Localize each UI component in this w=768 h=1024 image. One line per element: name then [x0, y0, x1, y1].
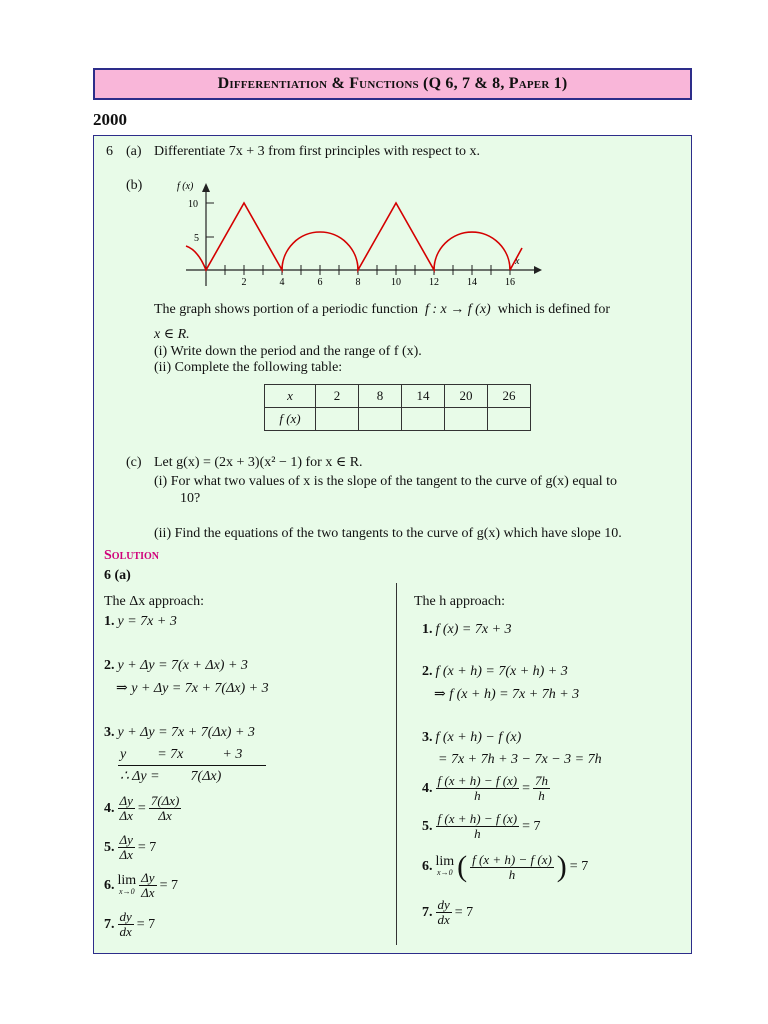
h-approach-heading: The h approach: — [414, 594, 505, 609]
part-a-label: (a) — [126, 144, 142, 159]
function-mapping: f : x → f (x) — [425, 302, 491, 317]
part-b-label: (b) — [126, 178, 143, 193]
table-cell-empty — [402, 408, 445, 431]
table-header-x: x — [265, 385, 316, 408]
y-tick-10: 10 — [188, 199, 198, 210]
solution-part-label: 6 (a) — [104, 568, 131, 583]
question-number: 6 — [106, 144, 113, 159]
x-axis-label: x — [515, 256, 520, 267]
y-axis-label: f (x) — [177, 181, 194, 192]
h-step-3b: = 7x + 7h + 3 − 7x − 3 = 7h — [438, 752, 602, 767]
table-cell: 20 — [445, 385, 488, 408]
x-tick-6: 6 — [317, 277, 323, 288]
x-tick-14: 14 — [467, 277, 477, 288]
h-step-6: 6. lim x→0 ( $\frac{f (x + h) - f (x)}{h}$ ) = 7 — [422, 850, 589, 883]
h-step-3a: 3. f (x + h) − f (x) — [422, 730, 522, 745]
table-cell: 14 — [402, 385, 445, 408]
table-cell: 2 — [316, 385, 359, 408]
dx-step-3a: 3. y + Δy = 7x + 7(Δx) + 3 — [104, 725, 255, 740]
h-step-5: 5. $\frac{f (x + h) - f (x)}{h}$ = 7 — [422, 811, 541, 841]
dx-step-6: 6. lim x→0 $\frac{\Delta y}{\Delta x}$ = 7 — [104, 870, 178, 900]
h-step-1: 1. f (x) = 7x + 3 — [422, 622, 512, 637]
question-panel — [93, 135, 692, 954]
x-tick-10: 10 — [391, 277, 401, 288]
dx-step-5: 5. $\frac{\Delta y}{\Delta x}$ = 7 — [104, 832, 157, 862]
table-cell-empty — [316, 408, 359, 431]
part-b-i: (i) Write down the period and the range of f (x). — [154, 344, 422, 359]
part-b-text: The graph shows portion of a periodic function f : x → f (x) which is defined for — [154, 302, 611, 317]
x-tick-12: 12 — [429, 277, 439, 288]
part-b-domain: x ∈ R. — [154, 327, 190, 342]
dx-approach-heading: The Δx approach: — [104, 594, 204, 609]
h-step-2b: ⇒ f (x + h) = 7x + 7h + 3 — [434, 687, 580, 702]
x-tick-8: 8 — [355, 277, 361, 288]
dx-step-1: 1. y = 7x + 3 — [104, 614, 177, 629]
page-title-bar — [93, 68, 692, 100]
part-c-label: (c) — [126, 455, 142, 470]
table-header-fx: f (x) — [265, 408, 316, 431]
subtraction-line — [118, 765, 266, 766]
part-b-ii: (ii) Complete the following table: — [154, 360, 343, 375]
part-c-i-line2: 10? — [180, 491, 201, 506]
dx-step-2b: ⇒ y + Δy = 7x + 7(Δx) + 3 — [116, 681, 269, 696]
table-cell: 26 — [488, 385, 531, 408]
function-curve — [186, 203, 522, 270]
h-step-7: 7. $\frac{dy}{dx}$ = 7 — [422, 897, 474, 927]
table-row-fx — [265, 408, 531, 431]
table-row-x — [265, 385, 531, 408]
h-step-2a: 2. f (x + h) = 7(x + h) + 3 — [422, 664, 568, 679]
periodic-function-graph — [174, 176, 544, 288]
part-c-i-line1: (i) For what two values of x is the slope of the tangent to the curve of g(x) equal to — [154, 474, 618, 489]
table-cell-empty — [445, 408, 488, 431]
dx-step-4: 4. $\frac{\Delta y}{\Delta x}$ = $\frac{7(\Delta x)}{\Delta x}$ — [104, 793, 180, 823]
x-tick-2: 2 — [241, 277, 247, 288]
part-a-text: Differentiate 7x + 3 from first principles with respect to x. — [154, 144, 481, 159]
y-tick-5: 5 — [194, 233, 199, 244]
table-cell-empty — [488, 408, 531, 431]
x-tick-4: 4 — [279, 277, 285, 288]
dx-step-3c: ∴ Δy = 7(Δx) — [120, 768, 222, 784]
table-cell-empty — [359, 408, 402, 431]
page-title: Differentiation & Functions (Q 6, 7 & 8, Paper 1) — [217, 75, 568, 92]
dx-step-3b: y = 7x + 3 — [120, 747, 243, 762]
year-heading: 2000 — [93, 110, 127, 129]
column-divider — [396, 583, 397, 945]
x-tick-16: 16 — [505, 277, 515, 288]
h-step-4: 4. $\frac{f (x + h) - f (x)}{h}$ = $\frac{7h}{h}$ — [422, 773, 549, 803]
solution-label: Solution — [104, 548, 160, 563]
part-c-text: Let g(x) = (2x + 3)(x² − 1) for x ∈ R. — [154, 455, 363, 470]
dx-step-7: 7. $\frac{dy}{dx}$ = 7 — [104, 909, 156, 939]
part-c-ii: (ii) Find the equations of the two tangents to the curve of g(x) which have slope 10. — [154, 526, 622, 541]
value-table — [264, 384, 531, 431]
dx-step-2a: 2. y + Δy = 7(x + Δx) + 3 — [104, 658, 248, 673]
table-cell: 8 — [359, 385, 402, 408]
